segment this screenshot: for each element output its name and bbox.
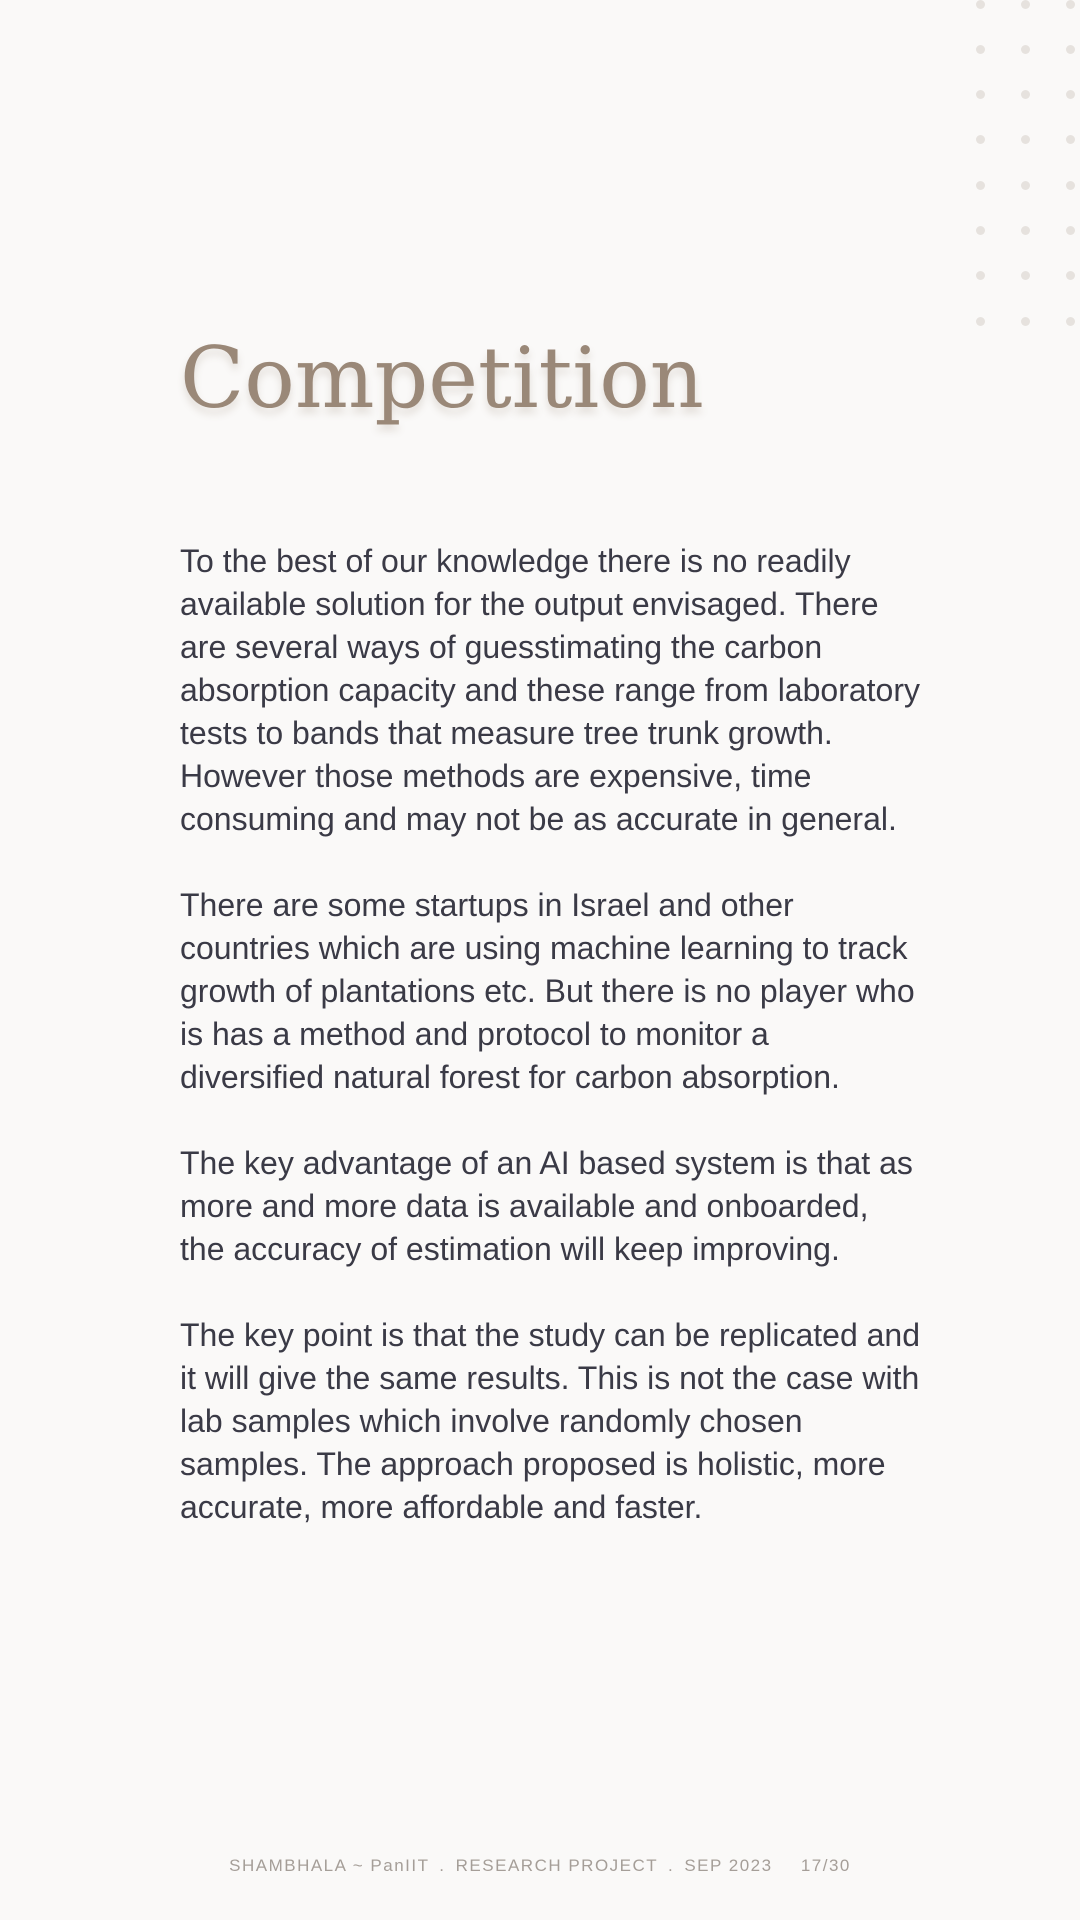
body-paragraph: There are some startups in Israel and other countries which are using machine learning to track growth of plantations etc. But there is no player who is has a method and protocol to monitor a diversified natural forest for carbon absorption. (180, 887, 915, 1095)
dot (976, 0, 985, 9)
body-paragraph: The key advantage of an AI based system is that as more and more data is available and onboarded, the accuracy of estimation will keep improving. (180, 1145, 913, 1267)
dot (1021, 181, 1030, 190)
dot (1021, 226, 1030, 235)
dot (1066, 135, 1075, 144)
dot (1021, 135, 1030, 144)
dot (1066, 45, 1075, 54)
dot (1066, 271, 1075, 280)
dot (1066, 317, 1075, 326)
footer-date: SEP 2023 (684, 1856, 773, 1875)
dot (976, 135, 985, 144)
dot (976, 181, 985, 190)
body-paragraph: To the best of our knowledge there is no readily available solution for the output envisaged. There are several ways of guesstimating the carbon absorption capacity and these range from laboratory tests to bands that measure tree trunk growth. However those methods are expensive, time consuming and may not be as accurate in general. (180, 543, 920, 837)
dot (976, 45, 985, 54)
dot (976, 317, 985, 326)
dot (1021, 271, 1030, 280)
dot (1021, 45, 1030, 54)
dot (1066, 90, 1075, 99)
dot (976, 271, 985, 280)
footer-page-number: 17/30 (800, 1856, 851, 1875)
body-paragraph: The key point is that the study can be replicated and it will give the same results. This is not the case with lab samples which involve randomly chosen samples. The approach proposed is holistic, more accurate, more affordable and faster. (180, 1317, 921, 1525)
dot (1021, 0, 1030, 9)
dot (976, 90, 985, 99)
slide-title: Competition (180, 329, 704, 427)
dot (976, 226, 985, 235)
slide-body (180, 540, 920, 1572)
dot (1066, 181, 1075, 190)
footer-org: SHAMBHALA ~ PanIIT (229, 1856, 430, 1875)
dot (1066, 0, 1075, 9)
dot (1021, 317, 1030, 326)
footer-separator: . (439, 1856, 446, 1875)
dot (1066, 226, 1075, 235)
decorative-dot-grid (976, 4, 1080, 334)
slide-footer (0, 1856, 1080, 1876)
dot (1021, 90, 1030, 99)
footer-project: RESEARCH PROJECT (455, 1856, 658, 1875)
footer-separator: . (667, 1856, 675, 1875)
